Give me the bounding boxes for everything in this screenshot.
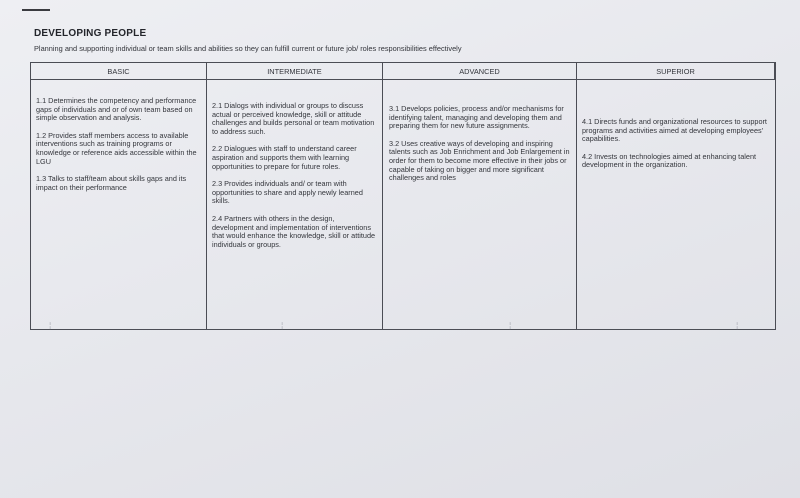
competency-table <box>30 62 776 330</box>
page-subtitle: Planning and supporting individual or team skills and abilities so they can fulfill current or future job/ roles responsibilities effectively <box>34 44 462 53</box>
advanced-column <box>383 80 577 329</box>
column-header-intermediate: INTERMEDIATE <box>207 63 383 80</box>
indicator-4-1: 4.1 Directs funds and organizational resources to support programs and activities aimed at developing employees' capabilities. <box>582 117 767 144</box>
indicator-2-2: 2.2 Dialogues with staff to understand career aspiration and supports them with learning opportunities to prepare for future roles. <box>212 144 357 171</box>
basic-column <box>31 80 207 329</box>
indicator-4-2: 4.2 Invests on technologies aimed at enhancing talent development in the organization. <box>582 151 757 170</box>
indicator-1-2: 1.2 Provides staff members access to available interventions such as training programs or knowledge or reference aids accessible within the LGU <box>36 130 197 166</box>
indicator-1-3: 1.3 Talks to staff/team about skills gaps and its impact on their performance <box>36 174 187 192</box>
indicator-1-1: 1.1 Determines the competency and performance gaps of individuals and or of own team based on simple observation and analysis. <box>36 96 197 123</box>
faint-mark: ╎ <box>735 323 740 330</box>
faint-mark: ╎ <box>48 323 53 330</box>
top-rule <box>22 9 50 11</box>
indicator-3-1: 3.1 Develops policies, process and/or mechanisms for identifying talent, managing and developing them and preparing them for new future assignments. <box>389 104 564 131</box>
indicator-2-1: 2.1 Dialogs with individual or groups to discuss actual or perceived knowledge, skill or attitude challenges and builds personal or team motivation to address such. <box>212 101 375 136</box>
column-header-superior: SUPERIOR <box>577 63 775 80</box>
superior-column <box>577 80 775 329</box>
page-title: DEVELOPING PEOPLE <box>34 28 147 39</box>
intermediate-column <box>207 80 383 329</box>
indicator-2-4: 2.4 Partners with others in the design, development and implementation of interventions that would enhance the knowledge, skill or attitude individuals or groups. <box>212 213 376 249</box>
column-header-basic: BASIC <box>31 63 207 80</box>
indicator-3-2: 3.2 Uses creative ways of developing and inspiring talents such as Job Enrichment and Job Enlargement in order for them to become more effective in their jobs or capable of taking on bigger and more significant challenges and roles <box>389 138 570 183</box>
indicator-2-3: 2.3 Provides individuals and/ or team with opportunities to share and apply newly learned skills. <box>212 179 363 206</box>
faint-mark: ╎ <box>280 323 285 330</box>
column-header-advanced: ADVANCED <box>383 63 577 80</box>
faint-mark: ╎ <box>508 323 513 330</box>
